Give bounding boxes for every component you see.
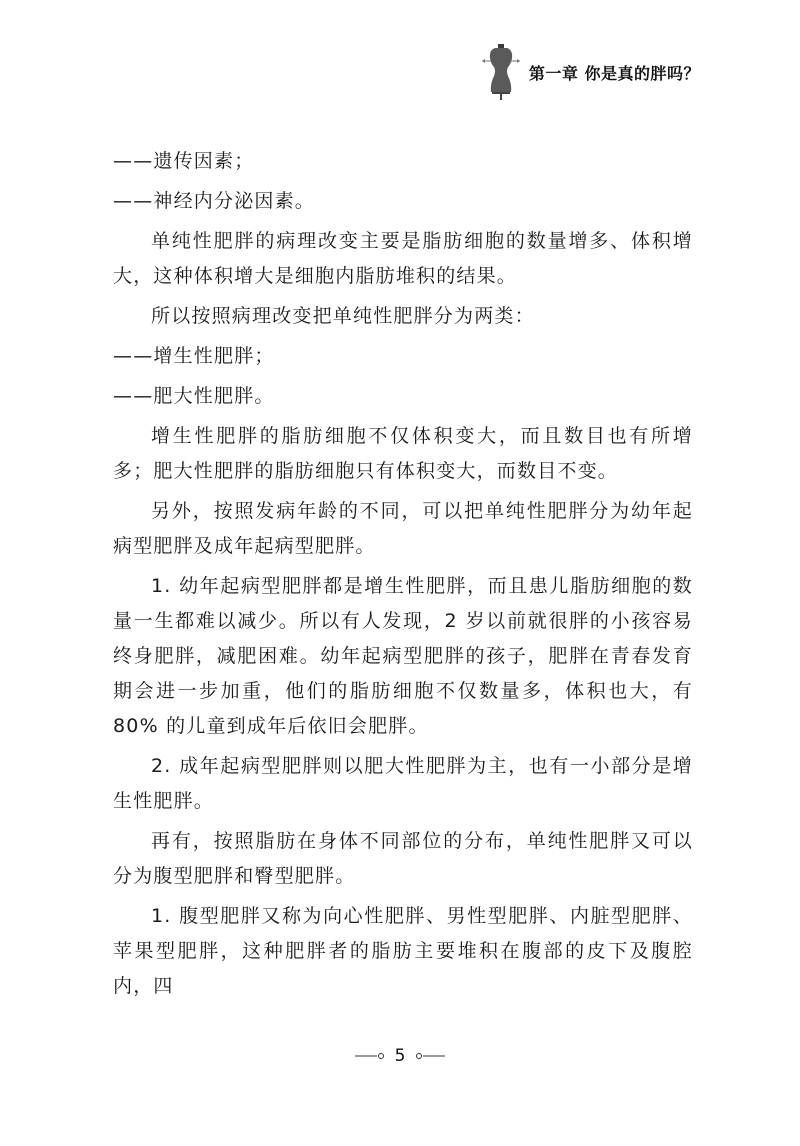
paragraph: 增生性肥胖的脂肪细胞不仅体积变大，而且数目也有所增多；肥大性肥胖的脂肪细胞只有体积变大，而数目不变。 xyxy=(113,425,693,482)
paragraph: ——肥大性肥胖。 xyxy=(113,385,275,407)
paragraph: 单纯性肥胖的病理改变主要是脂肪细胞的数量增多、体积增大，这种体积增大是细胞内脂肪堆积的结果。 xyxy=(113,230,693,287)
paragraph: 再有，按照脂肪在身体不同部位的分布，单纯性肥胖又可以分为腹型肥胖和臀型肥胖。 xyxy=(113,830,693,887)
dress-form-icon xyxy=(481,44,521,100)
paragraph: 另外，按照发病年龄的不同，可以把单纯性肥胖分为幼年起病型肥胖及成年起病型肥胖。 xyxy=(113,500,693,557)
page-number: 5 xyxy=(394,1046,406,1066)
paragraph: 1. 腹型肥胖又称为向心性肥胖、男性型肥胖、内脏型肥胖、苹果型肥胖，这种肥胖者的脂肪主要堆积在腹部的皮下及腹腔内，四 xyxy=(113,905,693,997)
paragraph: 2. 成年起病型肥胖则以肥大性肥胖为主，也有一小部分是增生性肥胖。 xyxy=(113,755,693,812)
page-footer xyxy=(0,1046,800,1066)
running-header xyxy=(481,44,700,100)
paragraph: ——神经内分泌因素。 xyxy=(113,190,316,212)
paragraph: 1. 幼年起病型肥胖都是增生性肥胖，而且患儿脂肪细胞的数量一生都难以减少。所以有人发现，2 岁以前就很胖的小孩容易终身肥胖，减肥困难。幼年起病型肥胖的孩子，肥胖在青春发育期会进一步加重，他们的脂肪细胞不仅数量多，体积也大，有 80% 的儿童到成年后依旧会肥胖。 xyxy=(113,575,693,737)
left-ornament-icon xyxy=(355,1051,385,1061)
body-text xyxy=(113,144,693,1009)
paragraph: ——增生性肥胖； xyxy=(113,345,275,367)
right-ornament-icon xyxy=(415,1051,445,1061)
paragraph: 所以按照病理改变把单纯性肥胖分为两类： xyxy=(151,305,535,327)
paragraph: ——遗传因素； xyxy=(113,150,255,172)
chapter-title: 第一章 你是真的胖吗？ xyxy=(528,63,700,83)
